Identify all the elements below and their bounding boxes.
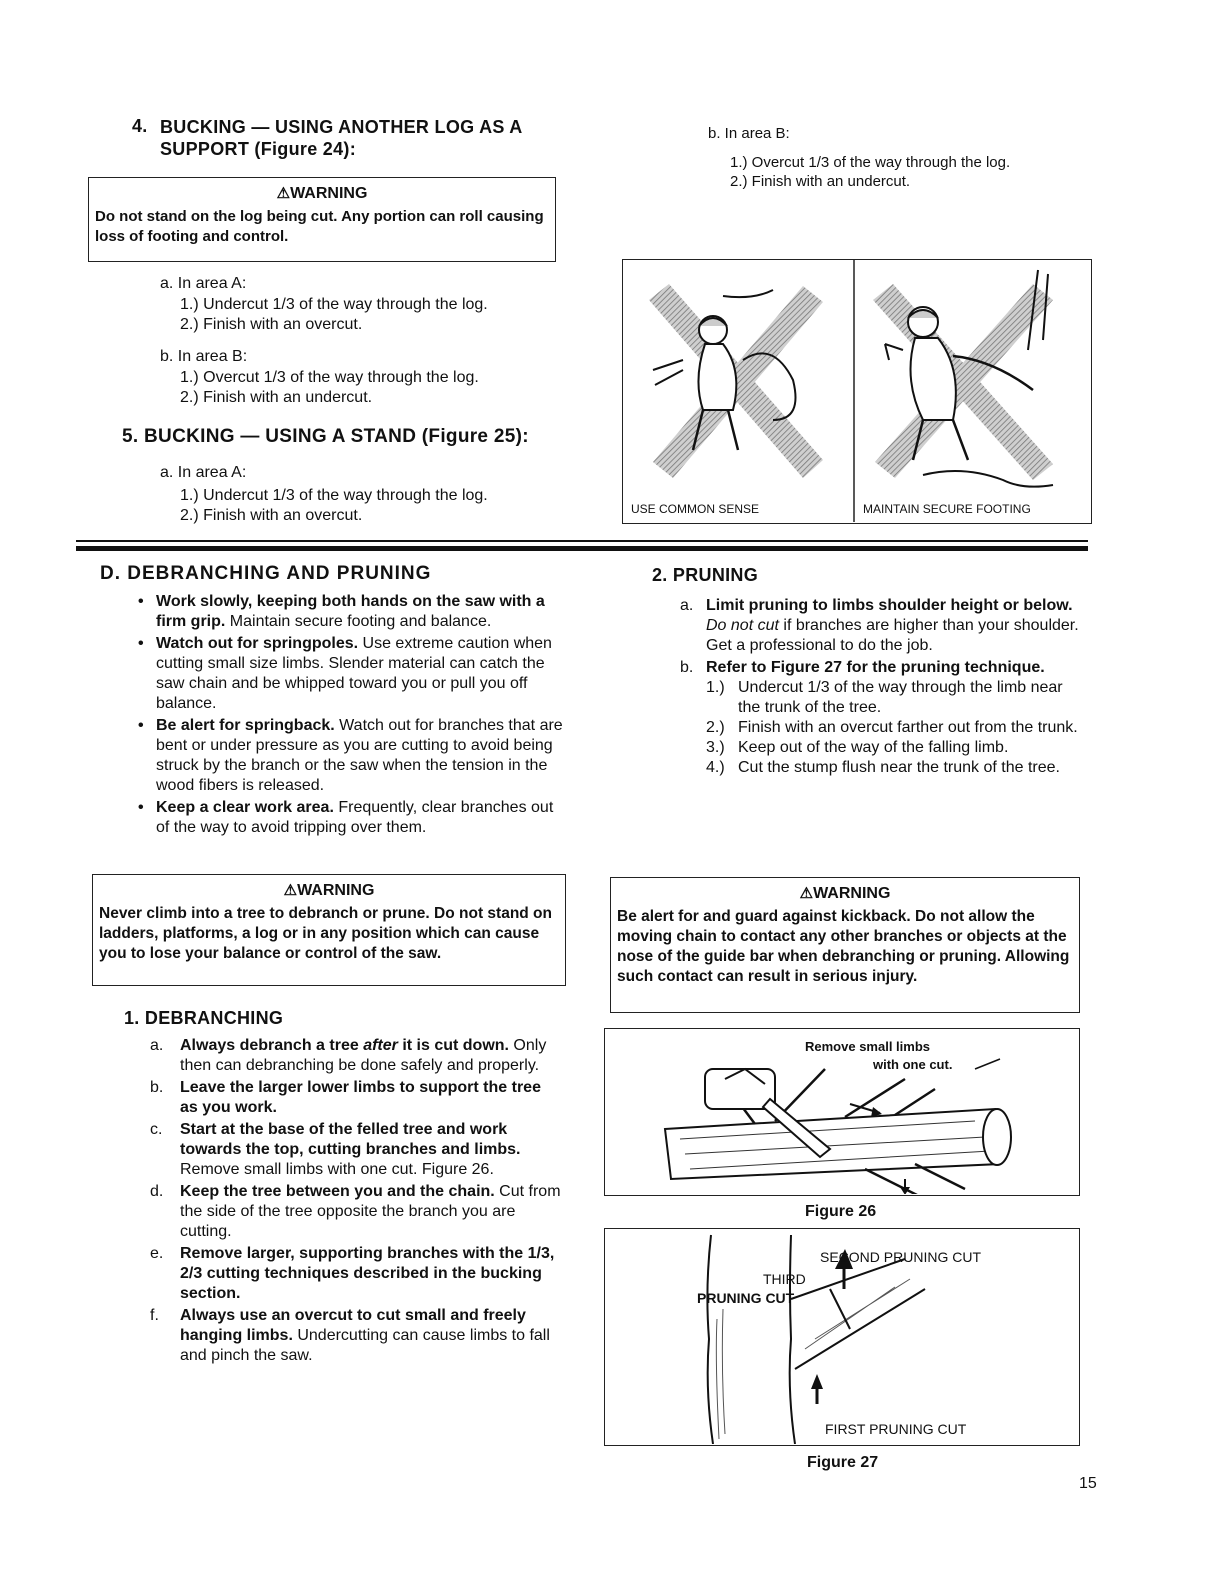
panel-caption-common-sense: USE COMMON SENSE: [631, 502, 760, 516]
figure-27-frame: [604, 1228, 1080, 1446]
use-common-sense-illustration: [649, 284, 823, 478]
warning-triangle-icon: ⚠: [276, 185, 291, 202]
bullet-item: • Work slowly, keeping both hands on the saw with a firm grip. Maintain secure footing and balance.: [138, 592, 570, 632]
warning-title-1: ⚠WARNING: [276, 185, 368, 202]
stand-area-a-step-1: 1.) Undercut 1/3 of the way through the log.: [180, 487, 488, 504]
warning-text-3: Be alert for and guard against kickback. Do not allow the moving chain to contact any other branches or objects at the nose of the guide bar when debranching or pruning. Allowing such contact can result in serious injury.: [617, 908, 1070, 985]
stand-area-a-step-2: 2.) Finish with an overcut.: [180, 507, 363, 524]
third-pruning-cut-label-1: THIRD: [763, 1271, 806, 1287]
bullet-item: • Keep a clear work area. Frequently, clear branches out of the way to avoid tripping over them.: [138, 798, 570, 838]
second-pruning-cut-label: SECOND PRUNING CUT: [820, 1249, 982, 1265]
figure-26-label-2: with one cut.: [873, 1057, 953, 1072]
figure-26-label-1: Remove small limbs: [805, 1039, 930, 1054]
figure-27-caption: Figure 27: [807, 1454, 879, 1471]
heading-4: BUCKING — USING ANOTHER LOG AS A SUPPORT (Figure 24):: [160, 117, 523, 159]
figure-26-frame: [604, 1028, 1080, 1196]
warning-triangle-icon: ⚠: [799, 885, 814, 902]
warning-triangle-icon: ⚠: [283, 882, 298, 899]
first-pruning-cut-label: FIRST PRUNING CUT: [825, 1421, 967, 1437]
area-a-label: a. In area A:: [160, 275, 247, 292]
right-area-b-step-1: 1.) Overcut 1/3 of the way through the log.: [730, 154, 1011, 171]
figure-26-caption: Figure 26: [805, 1203, 877, 1220]
pruning-item-a: a. Limit pruning to limbs shoulder height or below. Do not cut if branches are higher than your shoulder. Get a professional to do the job.: [680, 597, 1079, 654]
pruning-steps: [680, 678, 1080, 778]
safety-illustration-panel: [622, 259, 1092, 524]
list-item: b. Leave the larger lower limbs to support the tree as you work.: [150, 1079, 541, 1116]
area-b-step-2: 2.) Finish with an undercut.: [180, 389, 373, 406]
list-item: f. Always use an overcut to cut small and freely hanging limbs. Undercutting can cause limbs to fall and pinch the saw.: [150, 1307, 550, 1364]
pruning-step: 1.) Undercut 1/3 of the way through the limb near the trunk of the tree.: [706, 679, 1063, 716]
list-item: d. Keep the tree between you and the chain. Cut from the side of the tree opposite the branch you are cutting.: [150, 1183, 561, 1240]
pruning-heading: 2. PRUNING: [652, 565, 759, 585]
section-divider-thin: [76, 540, 1088, 542]
section-divider-thick: [76, 546, 1088, 551]
bullet-item: • Be alert for springback. Watch out for branches that are bent or under pressure as you are cutting to avoid being struck by the branch or the saw when the tension in the wood fibers is released.: [138, 716, 570, 796]
maintain-secure-footing-illustration: [873, 270, 1053, 487]
warning-box-3: [610, 877, 1080, 1013]
warning-box-2: [92, 874, 566, 986]
debranching-bullets: [138, 592, 570, 838]
figure-27-illustration: [605, 1229, 1078, 1444]
warning-box-1: [88, 177, 556, 262]
warning-text-1: Do not stand on the log being cut. Any portion can roll causing loss of footing and control.: [95, 208, 544, 245]
area-b-step-1: 1.) Overcut 1/3 of the way through the log.: [180, 369, 479, 386]
warning-title-3: ⚠WARNING: [799, 885, 891, 902]
list-item: c. Start at the base of the felled tree and work towards the top, cutting branches and limbs. Remove small limbs with one cut. Figure 26.: [150, 1121, 521, 1178]
panel-caption-secure-footing: MAINTAIN SECURE FOOTING: [863, 502, 1031, 516]
area-a-step-2: 2.) Finish with an overcut.: [180, 316, 363, 333]
list-item: e. Remove larger, supporting branches with the 1/3, 2/3 cutting techniques described in the bucking section.: [150, 1245, 555, 1302]
heading-4-num: 4.: [132, 116, 148, 136]
pruning-step: 2.) Finish with an overcut farther out from the trunk.: [706, 719, 1078, 736]
right-area-b-step-2: 2.) Finish with an undercut.: [730, 173, 911, 190]
debranching-heading: 1. DEBRANCHING: [124, 1008, 284, 1028]
pruning-item-b: b. Refer to Figure 27 for the pruning technique.: [680, 659, 1045, 676]
heading-5: 5. BUCKING — USING A STAND (Figure 25):: [122, 426, 529, 447]
page-number: 15: [1079, 1475, 1097, 1492]
stand-area-a-label: a. In area A:: [160, 464, 247, 481]
pruning-list: [680, 596, 1080, 778]
section-d-title: D. DEBRANCHING AND PRUNING: [100, 563, 432, 584]
pruning-step: 3.) Keep out of the way of the falling limb.: [706, 739, 1009, 756]
safety-illustrations: [623, 260, 1090, 522]
figure-26-illustration: [605, 1029, 1078, 1194]
area-b-label: b. In area B:: [160, 348, 248, 365]
debranching-list: [150, 1036, 562, 1366]
list-item: a. Always debranch a tree after it is cut down. Only then can debranching be done safely and properly.: [150, 1037, 547, 1074]
third-pruning-cut-label-2: PRUNING CUT: [697, 1290, 795, 1306]
warning-text-2: Never climb into a tree to debranch or prune. Do not stand on ladders, platforms, a log or in any position which can cause you to lose your balance or control of the saw.: [99, 905, 552, 962]
area-a-step-1: 1.) Undercut 1/3 of the way through the log.: [180, 296, 488, 313]
pruning-step: 4.) Cut the stump flush near the trunk of the tree.: [706, 759, 1060, 776]
bullet-item: • Watch out for springpoles. Use extreme caution when cutting small size limbs. Slender material can catch the saw chain and be whipped toward you or pull you off balance.: [138, 634, 570, 714]
right-area-b-label: b. In area B:: [708, 125, 790, 142]
warning-title-2: ⚠WARNING: [283, 882, 375, 899]
